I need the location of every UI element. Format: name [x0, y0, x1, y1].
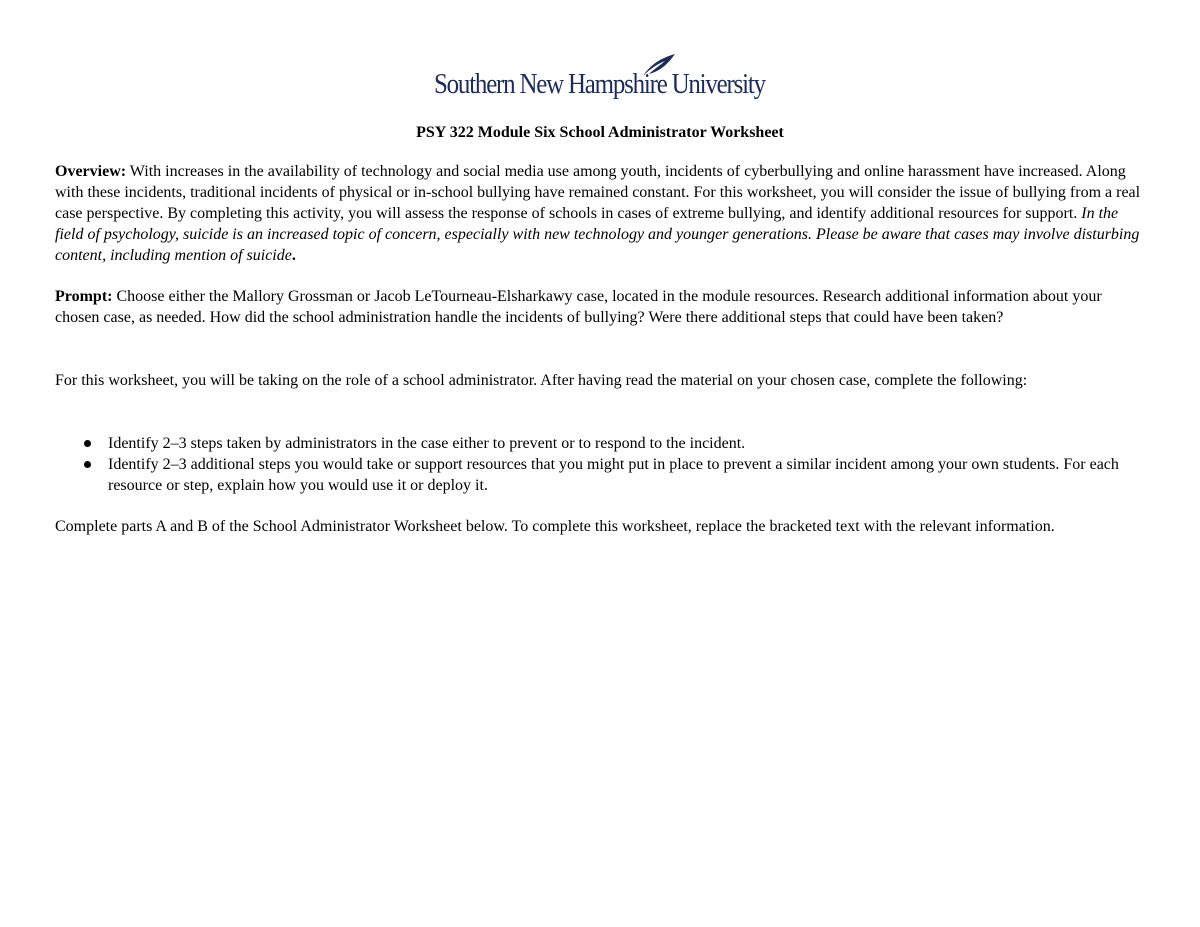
instructions-list [55, 433, 1150, 496]
overview-text: With increases in the availability of technology and social media use among youth, incidents of cyberbullying and online harassment have increased. Along with these incidents, traditional incidents of physical or in-school bullying have remained constant. For this worksheet, you will consider the issue of bullying from a real case perspective. By completing this activity, you will assess the response of schools in cases of extreme bullying, and identify additional resources for support. [55, 163, 1141, 222]
overview-paragraph [55, 161, 1150, 266]
worksheet-title: PSY 322 Module Six School Administrator Worksheet [416, 124, 784, 141]
list-item [55, 454, 1150, 496]
prompt-text: Choose either the Mallory Grossman or Jacob LeTourneau-Elsharkawy case, located in the module resources. Research additional information about your chosen case, as needed. How did the school administration handle the incidents of bullying? Were there additional steps that could have been taken? [55, 288, 1102, 326]
intro-paragraph: For this worksheet, you will be taking on the role of a school administrator. After having read the material on your chosen case, complete the following: [55, 372, 1028, 389]
logo-wordmark: Southern New Hampshire University [434, 68, 765, 100]
list-item-text: Identify 2–3 additional steps you would take or support resources that you might put in place to prevent a similar incident among your own students. For each resource or step, explain how you would use it or deploy it. [108, 456, 1119, 494]
bullet-icon [84, 461, 91, 468]
prompt-paragraph [55, 286, 1150, 328]
overview-label: Overview: [55, 163, 127, 180]
overview-warning-period: . [291, 247, 296, 264]
overview-warning: In the field of psychology, suicide is an increased topic of concern, especially with new technology and younger generations. Please be aware that cases may involve disturbing content, including mention of suicide [55, 205, 1140, 264]
list-item [55, 433, 1150, 454]
closing-paragraph: Complete parts A and B of the School Administrator Worksheet below. To complete this worksheet, replace the bracketed text with the relevant information. [55, 518, 1055, 535]
university-logo [434, 52, 774, 104]
bullet-icon [84, 440, 91, 447]
prompt-label: Prompt: [55, 288, 113, 305]
list-item-text: Identify 2–3 steps taken by administrators in the case either to prevent or to respond to the incident. [108, 435, 746, 452]
